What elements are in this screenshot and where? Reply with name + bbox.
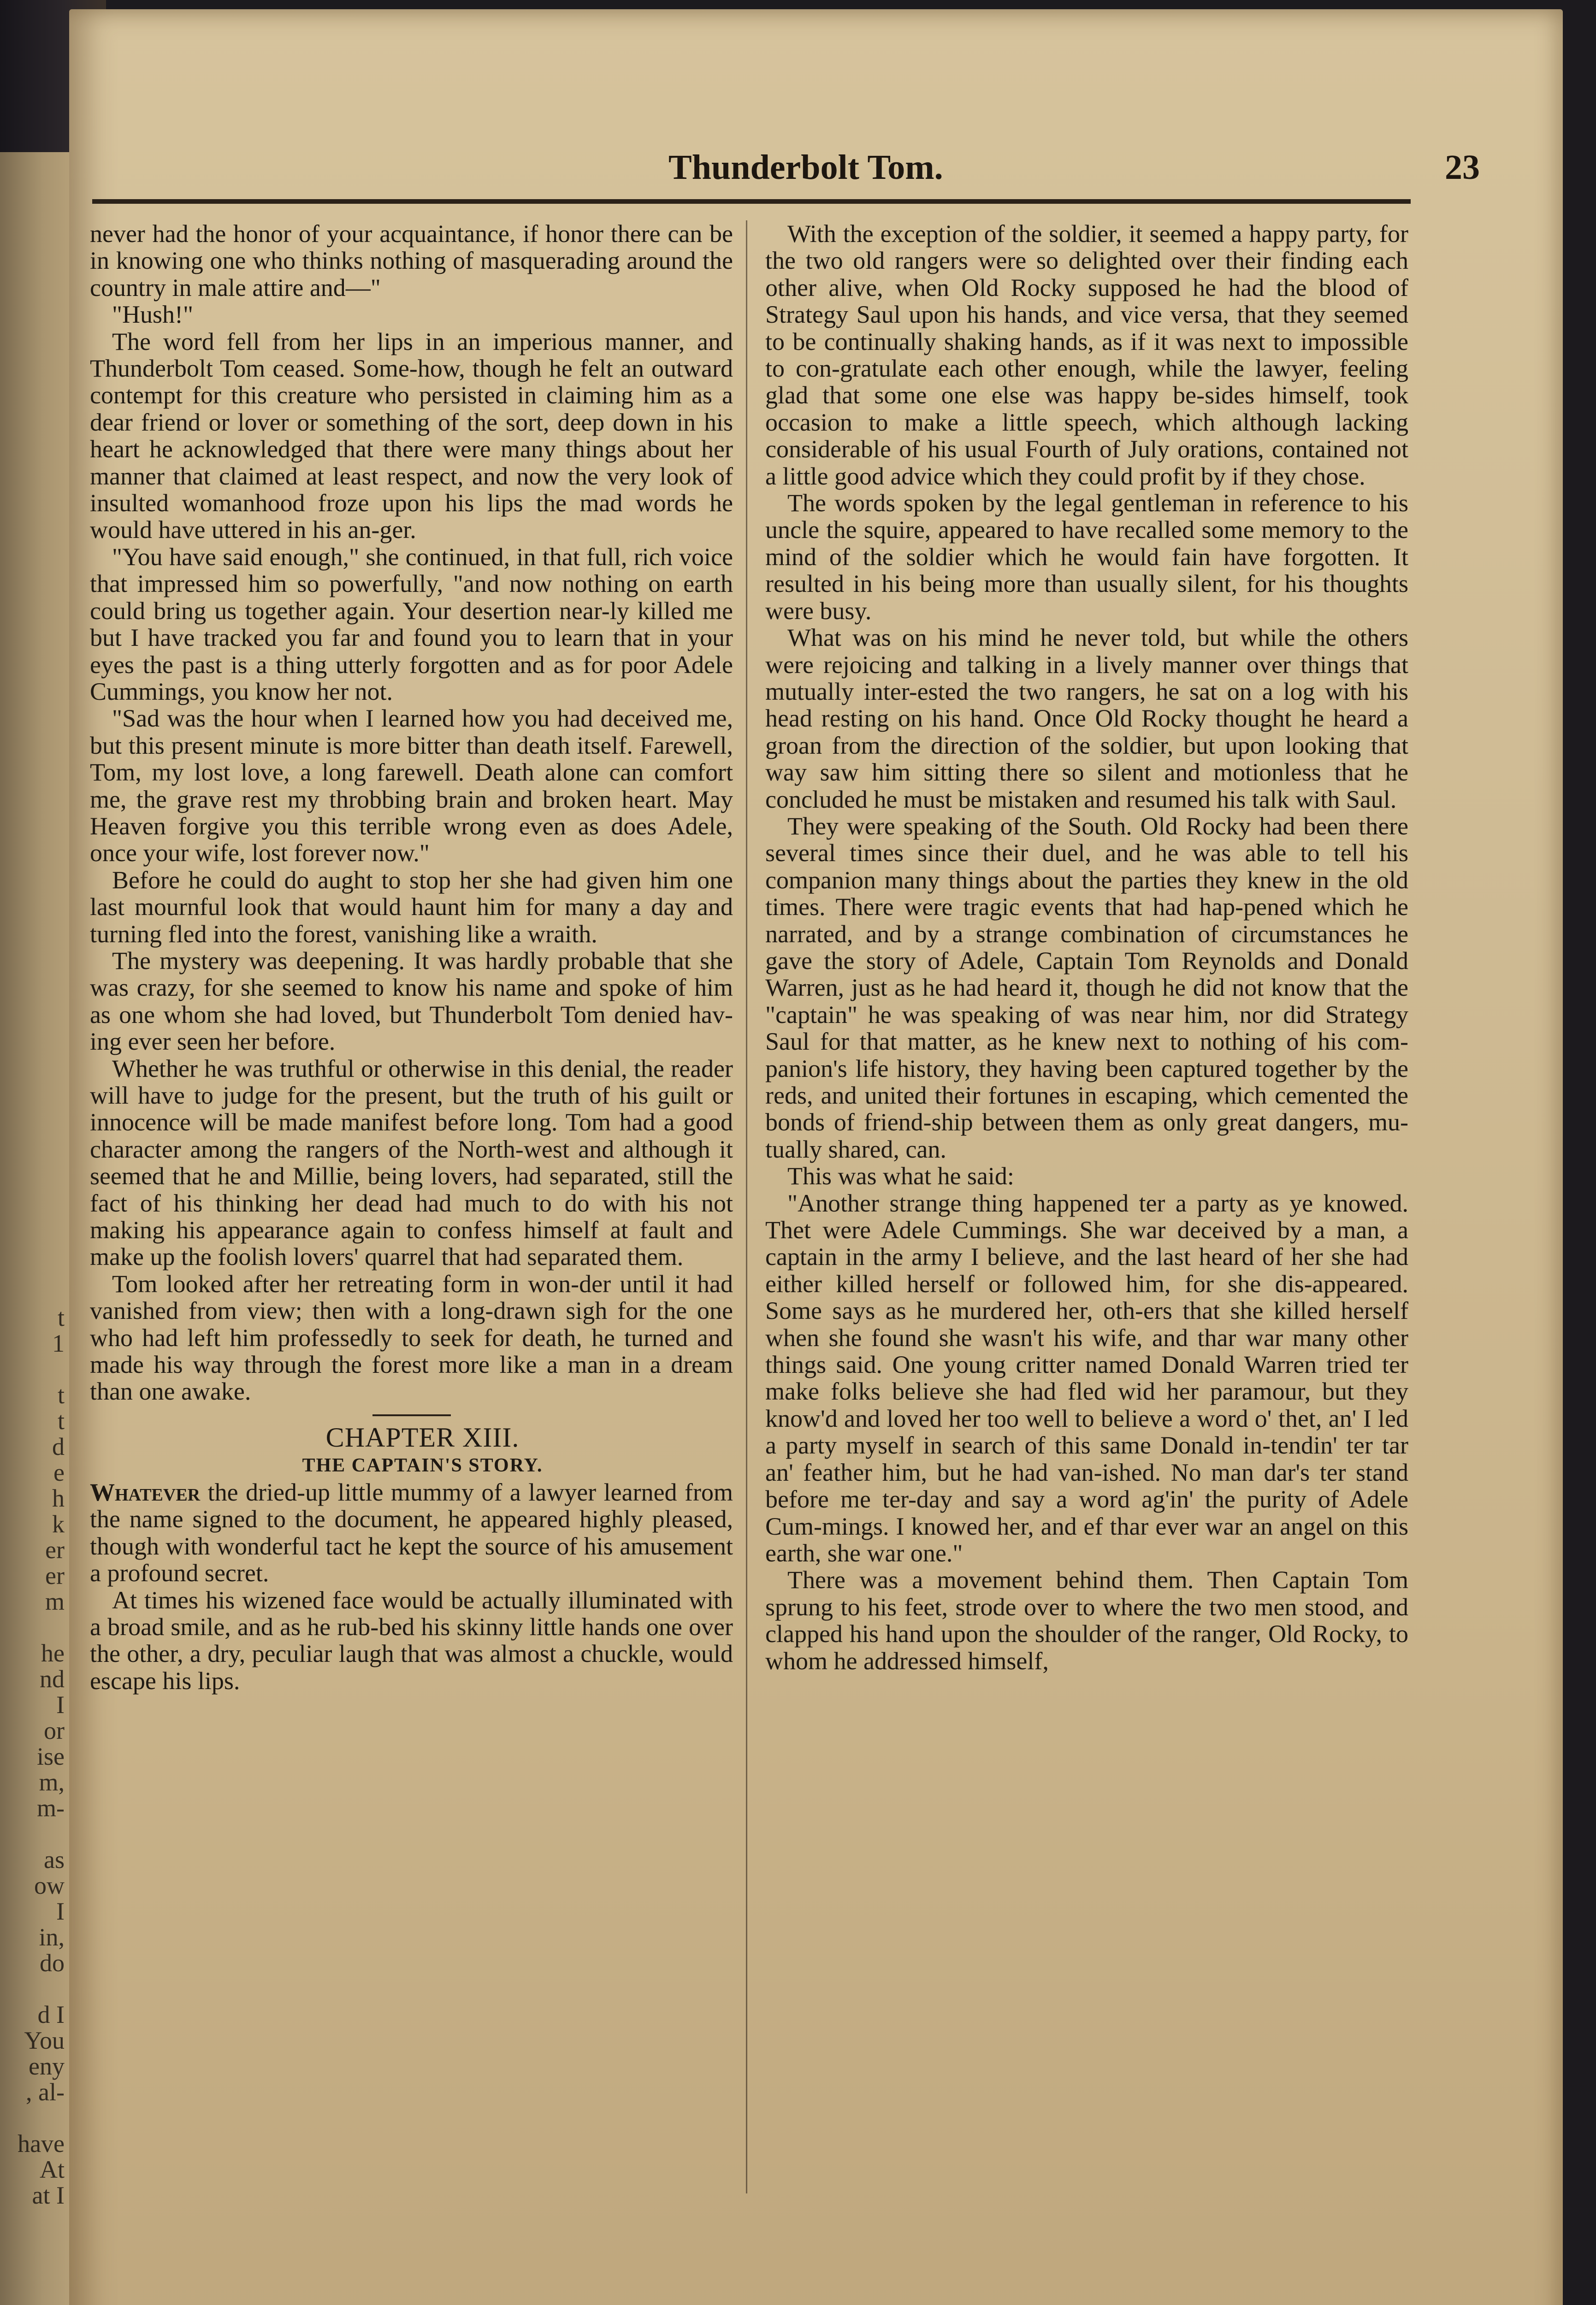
page-number: 23 [1445,148,1480,187]
column-divider [746,220,747,2193]
paragraph: There was a movement behind them. Then Captain Tom sprung to his feet, strode over to where the two men stood, and clapped his hand upon the shoulder of the ranger, Old Rocky, to whom he addressed himself, [765,1566,1408,1675]
paragraph: This was what he said: [787,1162,1014,1190]
paragraph: At times his wizened face would be actually illuminated with a broad smile, and as he rub-bed his skinny little hands one over the other, a dry, peculiar laugh that was almost a chuckle, would escape his lips. [90,1586,733,1695]
paragraph: Whether he was truthful or otherwise in this denial, the reader will have to judge for the present, but the truth of his guilt or innocence will be made manifest before long. Tom had a good character among the rangers of the North-west and although it seemed that he and Millie, being lovers, had separated, still the fact of his thinking her dead had much to do with his not making his appearance again to confess himself at fault and make up the foolish lovers' quarrel that had separated them. [90,1054,733,1271]
paragraph: "Sad was the hour when I learned how you had deceived me, but this present minute is more bitter than death itself. Farewell, Tom, my lost love, a long farewell. Death alone can comfort me, the grave rest my throbbing brain and broken heart. May Heaven forgive you this terrible wrong even as does Adele, once your wife, lost forever now." [90,704,733,867]
paragraph: Tom looked after her retreating form in won-der until it had vanished from view; then with a long-drawn sigh for the one who had left him professedly to seek for death, he turned and made his way through the forest more like a man in a dream than one awake. [90,1270,733,1406]
paragraph: "You have said enough," she continued, in that full, rich voice that impressed him so powerfully, "and now nothing on earth could bring us together again. Your desertion near-ly killed me but I have tracked you far and found you to learn that in your eyes the past is a thing utterly forgotten and as for poor Adele Cummings, you know her not. [90,543,733,705]
paragraph: "Hush!" [112,301,194,329]
paragraph: The mystery was deepening. It was hardly probable that she was crazy, for she seemed to know his name and spoke of him as one whom she had loved, but Thunderbolt Tom denied hav-ing ever seen her before. [90,946,733,1056]
previous-page-text-fragments: t 1 t t d e h k er er m he nd I or ise m, m- as ow I in, do d I You eny , al- have At at I [18,1304,65,2209]
header-rule [92,199,1411,204]
chapter-opening-paragraph [90,1479,733,1587]
paragraph: With the exception of the soldier, it seemed a happy party, for the two old rangers were so delighted over their finding each other alive, when Old Rocky supposed he had the blood of Strategy Saul upon his hands, and vice versa, that they seemed to be continually shaking hands, as if it was next to impossible to con-gratulate each other enough, while the lawyer, feeling glad that some one else was happy be-sides himself, took occasion to make a little speech, which although lacking considerable of his usual Fourth of July orations, contained not a little good advice which they could profit by if they chose. [765,220,1408,490]
chapter-opening-text: the dried-up little mummy of a lawyer learned from the name signed to the document, he appeared highly pleased, though with wonderful tact he kept the source of his amusement a profound secret. [90,1478,733,1587]
chapter-first-word: Whatever [90,1478,201,1506]
running-title: Thunderbolt Tom. [668,148,943,187]
chapter-subtitle: THE CAPTAIN'S STORY. [302,1454,543,1476]
left-column [90,220,733,2240]
chapter-heading: CHAPTER XIII. [325,1422,520,1453]
paragraph: never had the honor of your acquaintance, if honor there can be in knowing one who thinks nothing of masquerading around the country in male attire and—" [90,220,733,301]
paragraph: They were speaking of the South. Old Rocky had been there several times since their duel, and he was able to tell his companion many things about the parties they knew in the old times. There were tragic events that had hap-pened which he narrated, and by a strange combination of circumstances he gave the story of Adele, Captain Tom Reynolds and Donald Warren, just as he had heard it, though he did not know that the "captain" he was speaking of was near him, nor did Strategy Saul for that matter, as he knew next to nothing of his com-panion's life history, they having been captured together by the reds, and united their fortunes in escaping, which cemented the bonds of friend-ship between them as only great dangers, mu-tually shared, can. [765,812,1408,1163]
paragraph: What was on his mind he never told, but while the others were rejoicing and talking in a lively manner over things that mutually inter-ested the two rangers, he sat on a log with his head resting on his hand. Once Old Rocky thought he heard a groan from the direction of the soldier, but upon looking that way saw him sitting there so silent and motionless that he concluded he must be mistaken and resumed his talk with Saul. [765,624,1408,813]
paragraph: The word fell from her lips in an imperious manner, and Thunderbolt Tom ceased. Some-how, though he felt an outward contempt for this creature who persisted in claiming him as a dear friend or lover or something of the sort, deep down in his heart he acknowledged that there were many things about her manner that claimed at least respect, and now the very look of insulted womanhood froze upon his lips the mad words he would have uttered in his an-ger. [90,327,733,544]
page-header [668,148,1480,198]
paragraph: "Another strange thing happened ter a party as ye knowed. Thet were Adele Cummings. She war deceived by a man, a captain in the army I believe, and the last heard of her she had either killed herself or followed him, for she dis-appeared. Some says as he murdered her, oth-ers that she killed herself when she found she wasn't his wife, and thar war many other things said. One young critter named Donald Warren tried ter make folks believe she had fled wid her paramour, but they know'd and loved her too well to believe a word o' thet, an' I led a party myself in search of this same Donald in-tendin' ter tar an' feather him, but he had van-ished. No man dar's ter stand before me ter-day and say a word ag'in' the purity of Adele Cum-mings. I knowed her, and ef thar ever war an angel on this earth, she war one." [765,1189,1408,1567]
right-column [765,220,1408,2240]
chapter-rule [372,1414,451,1416]
paragraph: Before he could do aught to stop her she had given him one last mournful look that would haunt him for many a day and turning fled into the forest, vanishing like a wraith. [90,866,733,948]
paragraph: The words spoken by the legal gentleman in reference to his uncle the squire, appeared to have recalled some memory to the mind of the soldier which he would fain have forgotten. It resulted in his being more than usually silent, for his thoughts were busy. [765,489,1408,625]
